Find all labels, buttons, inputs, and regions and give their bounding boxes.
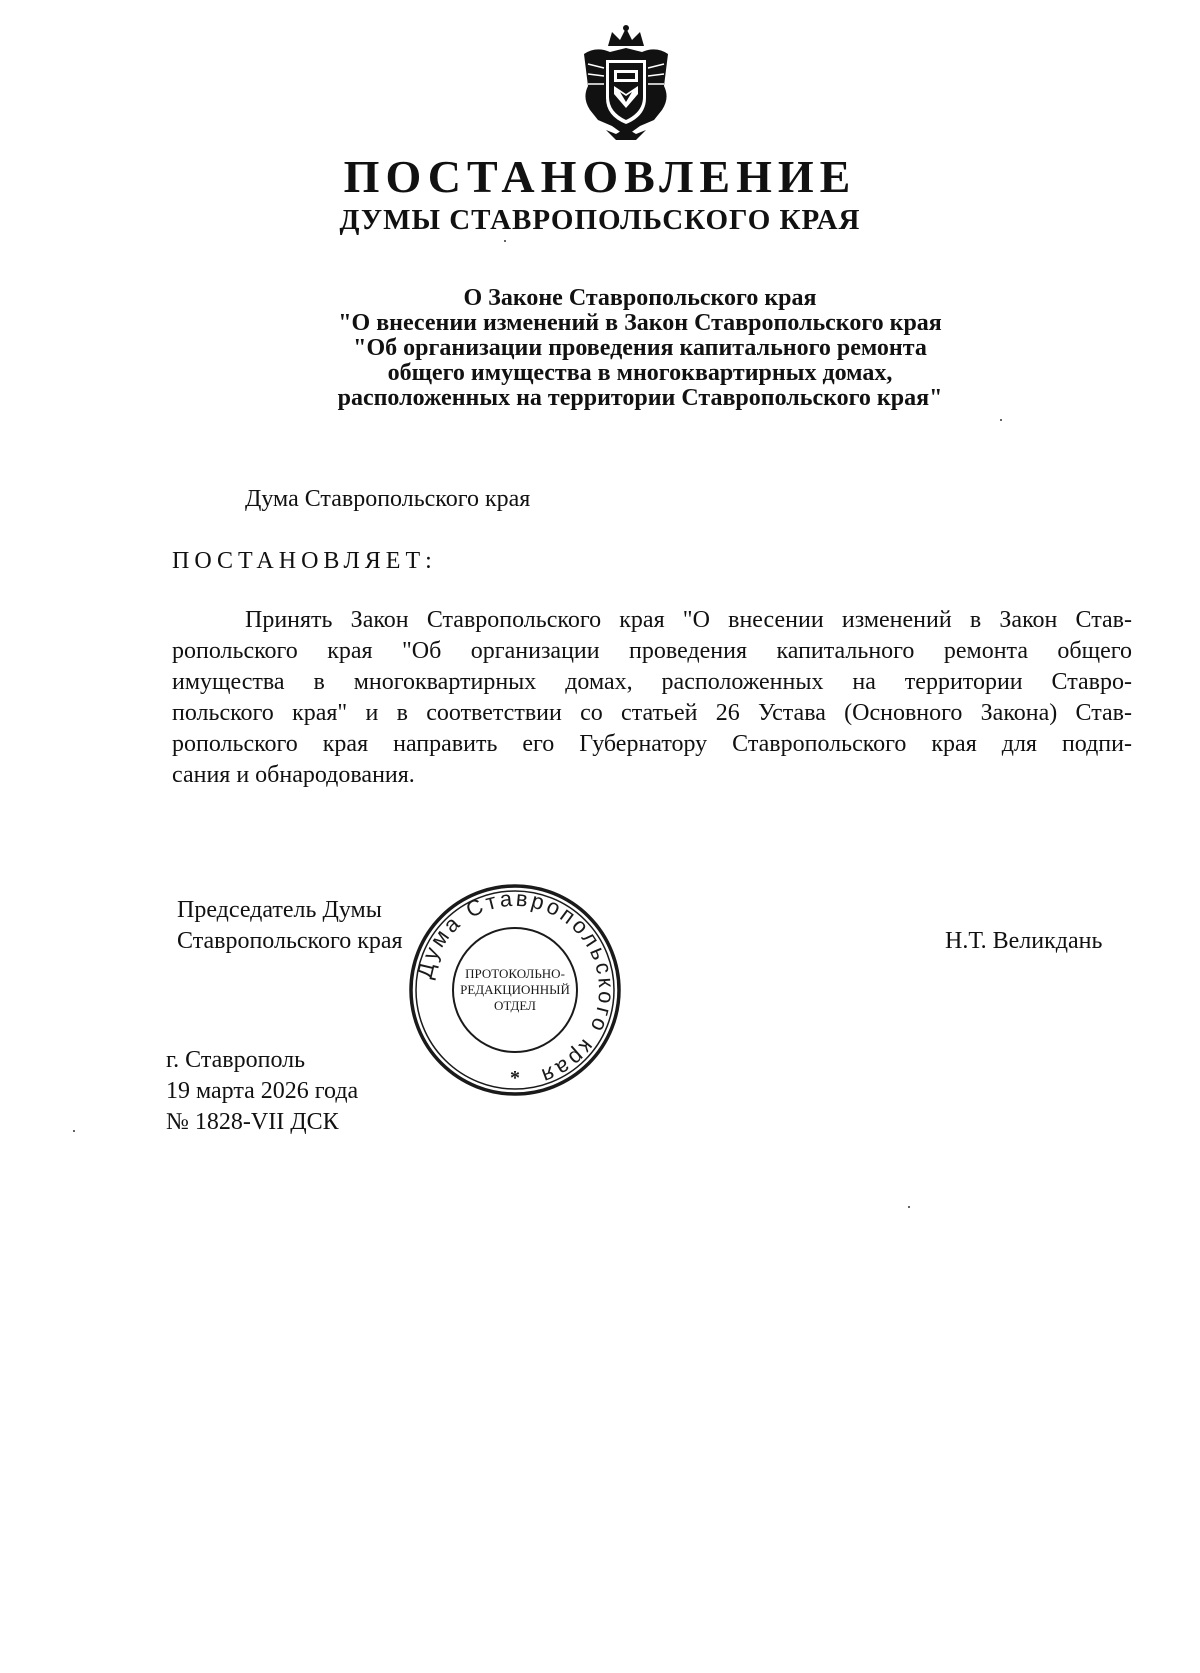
document-city: г. Ставрополь xyxy=(166,1047,306,1073)
resolves-heading: ПОСТАНОВЛЯЕТ: xyxy=(172,548,437,574)
issuer-line: Дума Ставропольского края xyxy=(245,486,531,512)
signatory-name: Н.Т. Великдань xyxy=(945,928,1103,954)
signatory-position xyxy=(177,895,403,957)
official-stamp xyxy=(405,880,625,1100)
law-title-line: расположенных на территории Ставропольского края" xyxy=(337,385,943,411)
body-line: ропольского края направить его Губернатору Ставропольского края для подпи- xyxy=(172,731,1132,757)
stamp-inner-line: ПРОТОКОЛЬНО- xyxy=(465,966,565,981)
signatory-position-line: Председатель Думы xyxy=(177,897,382,923)
coat-of-arms-icon xyxy=(576,24,676,142)
body-line: ропольского края "Об организации проведения капитального ремонта общего xyxy=(172,638,1132,664)
body-line: сания и обнародования. xyxy=(172,762,415,788)
stamp-star: * xyxy=(510,1067,520,1089)
body-line: польского края" и в соответствии со статьей 26 Устава (Основного Закона) Став- xyxy=(172,700,1132,726)
document-number: № 1828-VII ДСК xyxy=(166,1109,339,1135)
scan-speck xyxy=(73,1130,75,1132)
document-subtitle: ДУМЫ СТАВРОПОЛЬСКОГО КРАЯ xyxy=(339,204,861,236)
scan-speck xyxy=(908,1206,910,1208)
body-line: имущества в многоквартирных домах, расположенных на территории Ставро- xyxy=(172,669,1132,695)
law-title-line: "О внесении изменений в Закон Ставропольского края xyxy=(338,310,942,336)
place-date-number xyxy=(166,1045,358,1138)
document-date: 19 марта 2026 года xyxy=(166,1078,359,1104)
document-title: ПОСТАНОВЛЕНИЕ xyxy=(343,151,857,202)
signatory-position-line: Ставропольского края xyxy=(177,928,403,954)
law-title xyxy=(240,286,1040,411)
resolution-body xyxy=(172,605,1132,791)
stamp-outer-text: Дума Ставропольского края xyxy=(411,885,620,1090)
law-title-line: О Законе Ставропольского края xyxy=(463,285,817,311)
body-line: Принять Закон Ставропольского края "О внесении изменений в Закон Став- xyxy=(245,607,1132,633)
law-title-line: "Об организации проведения капитального ремонта xyxy=(353,335,927,361)
law-title-line: общего имущества в многоквартирных домах, xyxy=(387,360,893,386)
scan-speck xyxy=(504,240,506,242)
scan-speck xyxy=(1000,419,1002,421)
stamp-inner-line: ОТДЕЛ xyxy=(494,998,536,1013)
stamp-inner-line: РЕДАКЦИОННЫЙ xyxy=(460,982,570,997)
